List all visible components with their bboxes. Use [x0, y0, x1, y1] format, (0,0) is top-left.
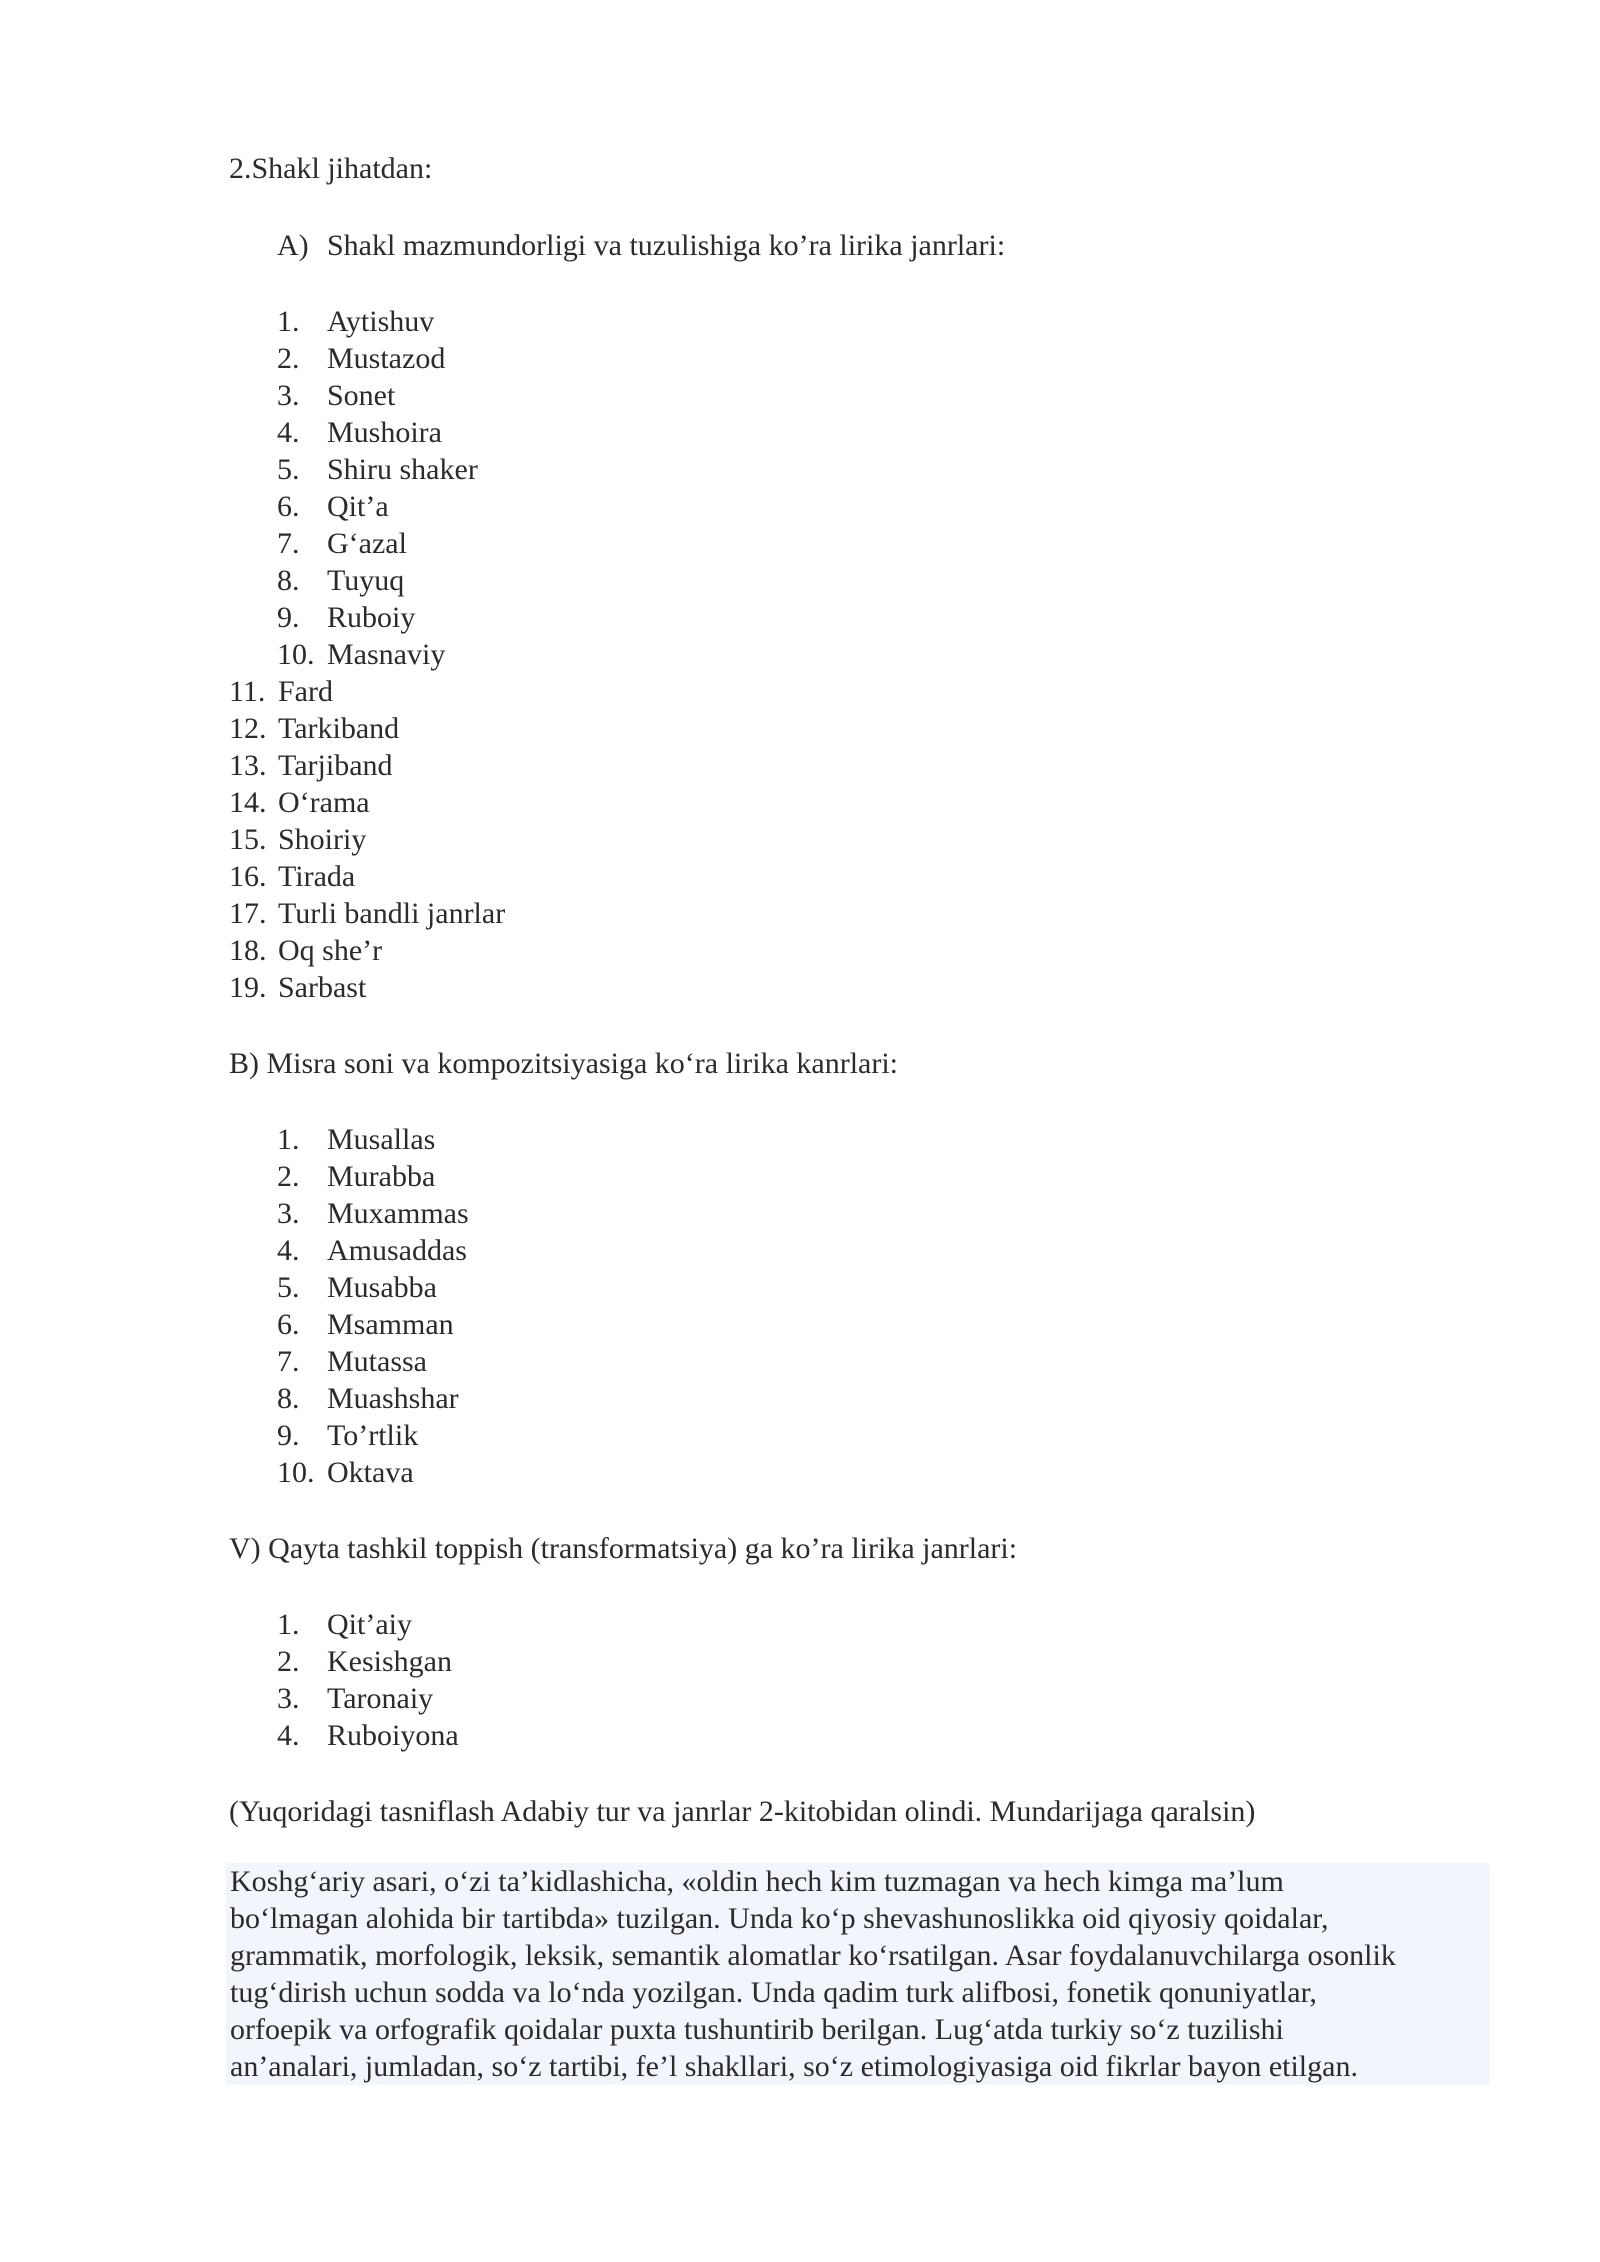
- list-item-number: 5.: [277, 1271, 300, 1304]
- list-item-number: 6.: [277, 1308, 300, 1341]
- list-item-number: 6.: [277, 490, 300, 523]
- body-paragraph: [230, 1863, 1490, 2085]
- list-item: Tarjiband: [278, 749, 393, 782]
- list-item: O‘rama: [278, 786, 370, 819]
- list-item-number: 8.: [277, 564, 300, 597]
- list-item: Mutassa: [327, 1345, 427, 1378]
- list-item: Muxammas: [327, 1197, 469, 1230]
- list-item-number: 2.: [277, 1160, 300, 1193]
- list-item: Shiru shaker: [327, 453, 478, 486]
- list-item-number: 13.: [229, 749, 267, 782]
- list-item: Tarkiband: [278, 712, 400, 745]
- list-item: Musallas: [327, 1123, 436, 1156]
- list-item-number: 11.: [229, 675, 266, 708]
- list-item: G‘azal: [327, 527, 407, 560]
- list-item-number: 19.: [229, 971, 267, 1004]
- list-item-number: 4.: [277, 1234, 300, 1267]
- list-item: Oq she’r: [278, 934, 383, 967]
- list-item-number: 5.: [277, 453, 300, 486]
- list-item: Shoiriy: [278, 823, 367, 856]
- list-item-number: 12.: [229, 712, 267, 745]
- list-item: To’rtlik: [327, 1419, 419, 1452]
- list-item: Amusaddas: [327, 1234, 467, 1267]
- list-item-number: 4.: [277, 416, 300, 449]
- list-item: Kesishgan: [327, 1645, 452, 1678]
- section-heading: 2.Shakl jihatdan:: [229, 152, 433, 185]
- list-item-number: 18.: [229, 934, 267, 967]
- list-item-number: 3.: [277, 1682, 300, 1715]
- list-item: Mustazod: [327, 342, 446, 375]
- list-item-number: 9.: [277, 1419, 300, 1452]
- list-item-number: 17.: [229, 897, 267, 930]
- list-item-number: 2.: [277, 342, 300, 375]
- list-item: Qit’aiy: [327, 1608, 412, 1641]
- section-a-title: Shakl mazmundorligi va tuzulishiga ko’ra lirika janrlari:: [327, 229, 1006, 262]
- list-item: Muashshar: [327, 1382, 459, 1415]
- list-item-number: 14.: [229, 786, 267, 819]
- list-item-number: 1.: [277, 305, 300, 338]
- list-item: Murabba: [327, 1160, 436, 1193]
- list-item-number: 9.: [277, 601, 300, 634]
- list-item: Tuyuq: [327, 564, 405, 597]
- list-item: Mushoira: [327, 416, 442, 449]
- list-item: Msamman: [327, 1308, 454, 1341]
- list-item-number: 8.: [277, 1382, 300, 1415]
- paragraph-line: tug‘dirish uchun sodda va lo‘nda yozilgan. Unda qadim turk alifbosi, fonetik qonuniyatlar,: [230, 1976, 1317, 2009]
- source-note: (Yuqoridagi tasniflash Adabiy tur va janrlar 2-kitobidan olindi. Mundarijaga qaralsin): [229, 1795, 1256, 1828]
- list-item: Taronaiy: [327, 1682, 434, 1715]
- list-item: Sonet: [327, 379, 396, 412]
- list-item: Sarbast: [278, 971, 367, 1004]
- list-item: Turli bandli janrlar: [278, 897, 506, 930]
- section-a-label: A): [277, 229, 309, 262]
- list-item: Ruboiy: [327, 601, 416, 634]
- list-item: Musabba: [327, 1271, 437, 1304]
- list-item-number: 7.: [277, 527, 300, 560]
- list-item-number: 3.: [277, 379, 300, 412]
- paragraph-line: grammatik, morfologik, leksik, semantik alomatlar ko‘rsatilgan. Asar foydalanuvchilarga osonlik: [230, 1939, 1396, 1972]
- list-item: Oktava: [327, 1456, 414, 1489]
- list-item: Ruboiyona: [327, 1719, 459, 1752]
- list-item-number: 16.: [229, 860, 267, 893]
- paragraph-line: an’analari, jumladan, so‘z tartibi, fe’l shakllari, so‘z etimologiyasiga oid fikrlar bayon etilgan.: [230, 2050, 1358, 2083]
- list-item-number: 1.: [277, 1123, 300, 1156]
- paragraph-line: orfoepik va orfografik qoidalar puxta tushuntirib berilgan. Lug‘atda turkiy so‘z tuzilishi: [230, 2013, 1284, 2046]
- paragraph-line: bo‘lmagan alohida bir tartibda» tuzilgan. Unda ko‘p shevashunoslikka oid qiyosiy qoidalar,: [230, 1902, 1329, 1935]
- list-item-number: 3.: [277, 1197, 300, 1230]
- list-item-number: 10.: [277, 638, 315, 671]
- list-item-number: 10.: [277, 1456, 315, 1489]
- list-item: Aytishuv: [327, 305, 435, 338]
- section-b-title: B) Misra soni va kompozitsiyasiga ko‘ra lirika kanrlari:: [229, 1047, 899, 1080]
- list-item-number: 4.: [277, 1719, 300, 1752]
- list-item: Masnaviy: [327, 638, 446, 671]
- paragraph-line: Koshg‘ariy asari, o‘zi ta’kidlashicha, «oldin hech kim tuzmagan va hech kimga ma’lum: [230, 1865, 1284, 1898]
- list-item-number: 2.: [277, 1645, 300, 1678]
- list-item-number: 15.: [229, 823, 267, 856]
- list-item-number: 7.: [277, 1345, 300, 1378]
- list-item: Fard: [278, 675, 333, 708]
- list-item: Tirada: [278, 860, 356, 893]
- list-item-number: 1.: [277, 1608, 300, 1641]
- list-item: Qit’a: [327, 490, 389, 523]
- section-v-title: V) Qayta tashkil toppish (transformatsiya) ga ko’ra lirika janrlari:: [229, 1532, 1018, 1565]
